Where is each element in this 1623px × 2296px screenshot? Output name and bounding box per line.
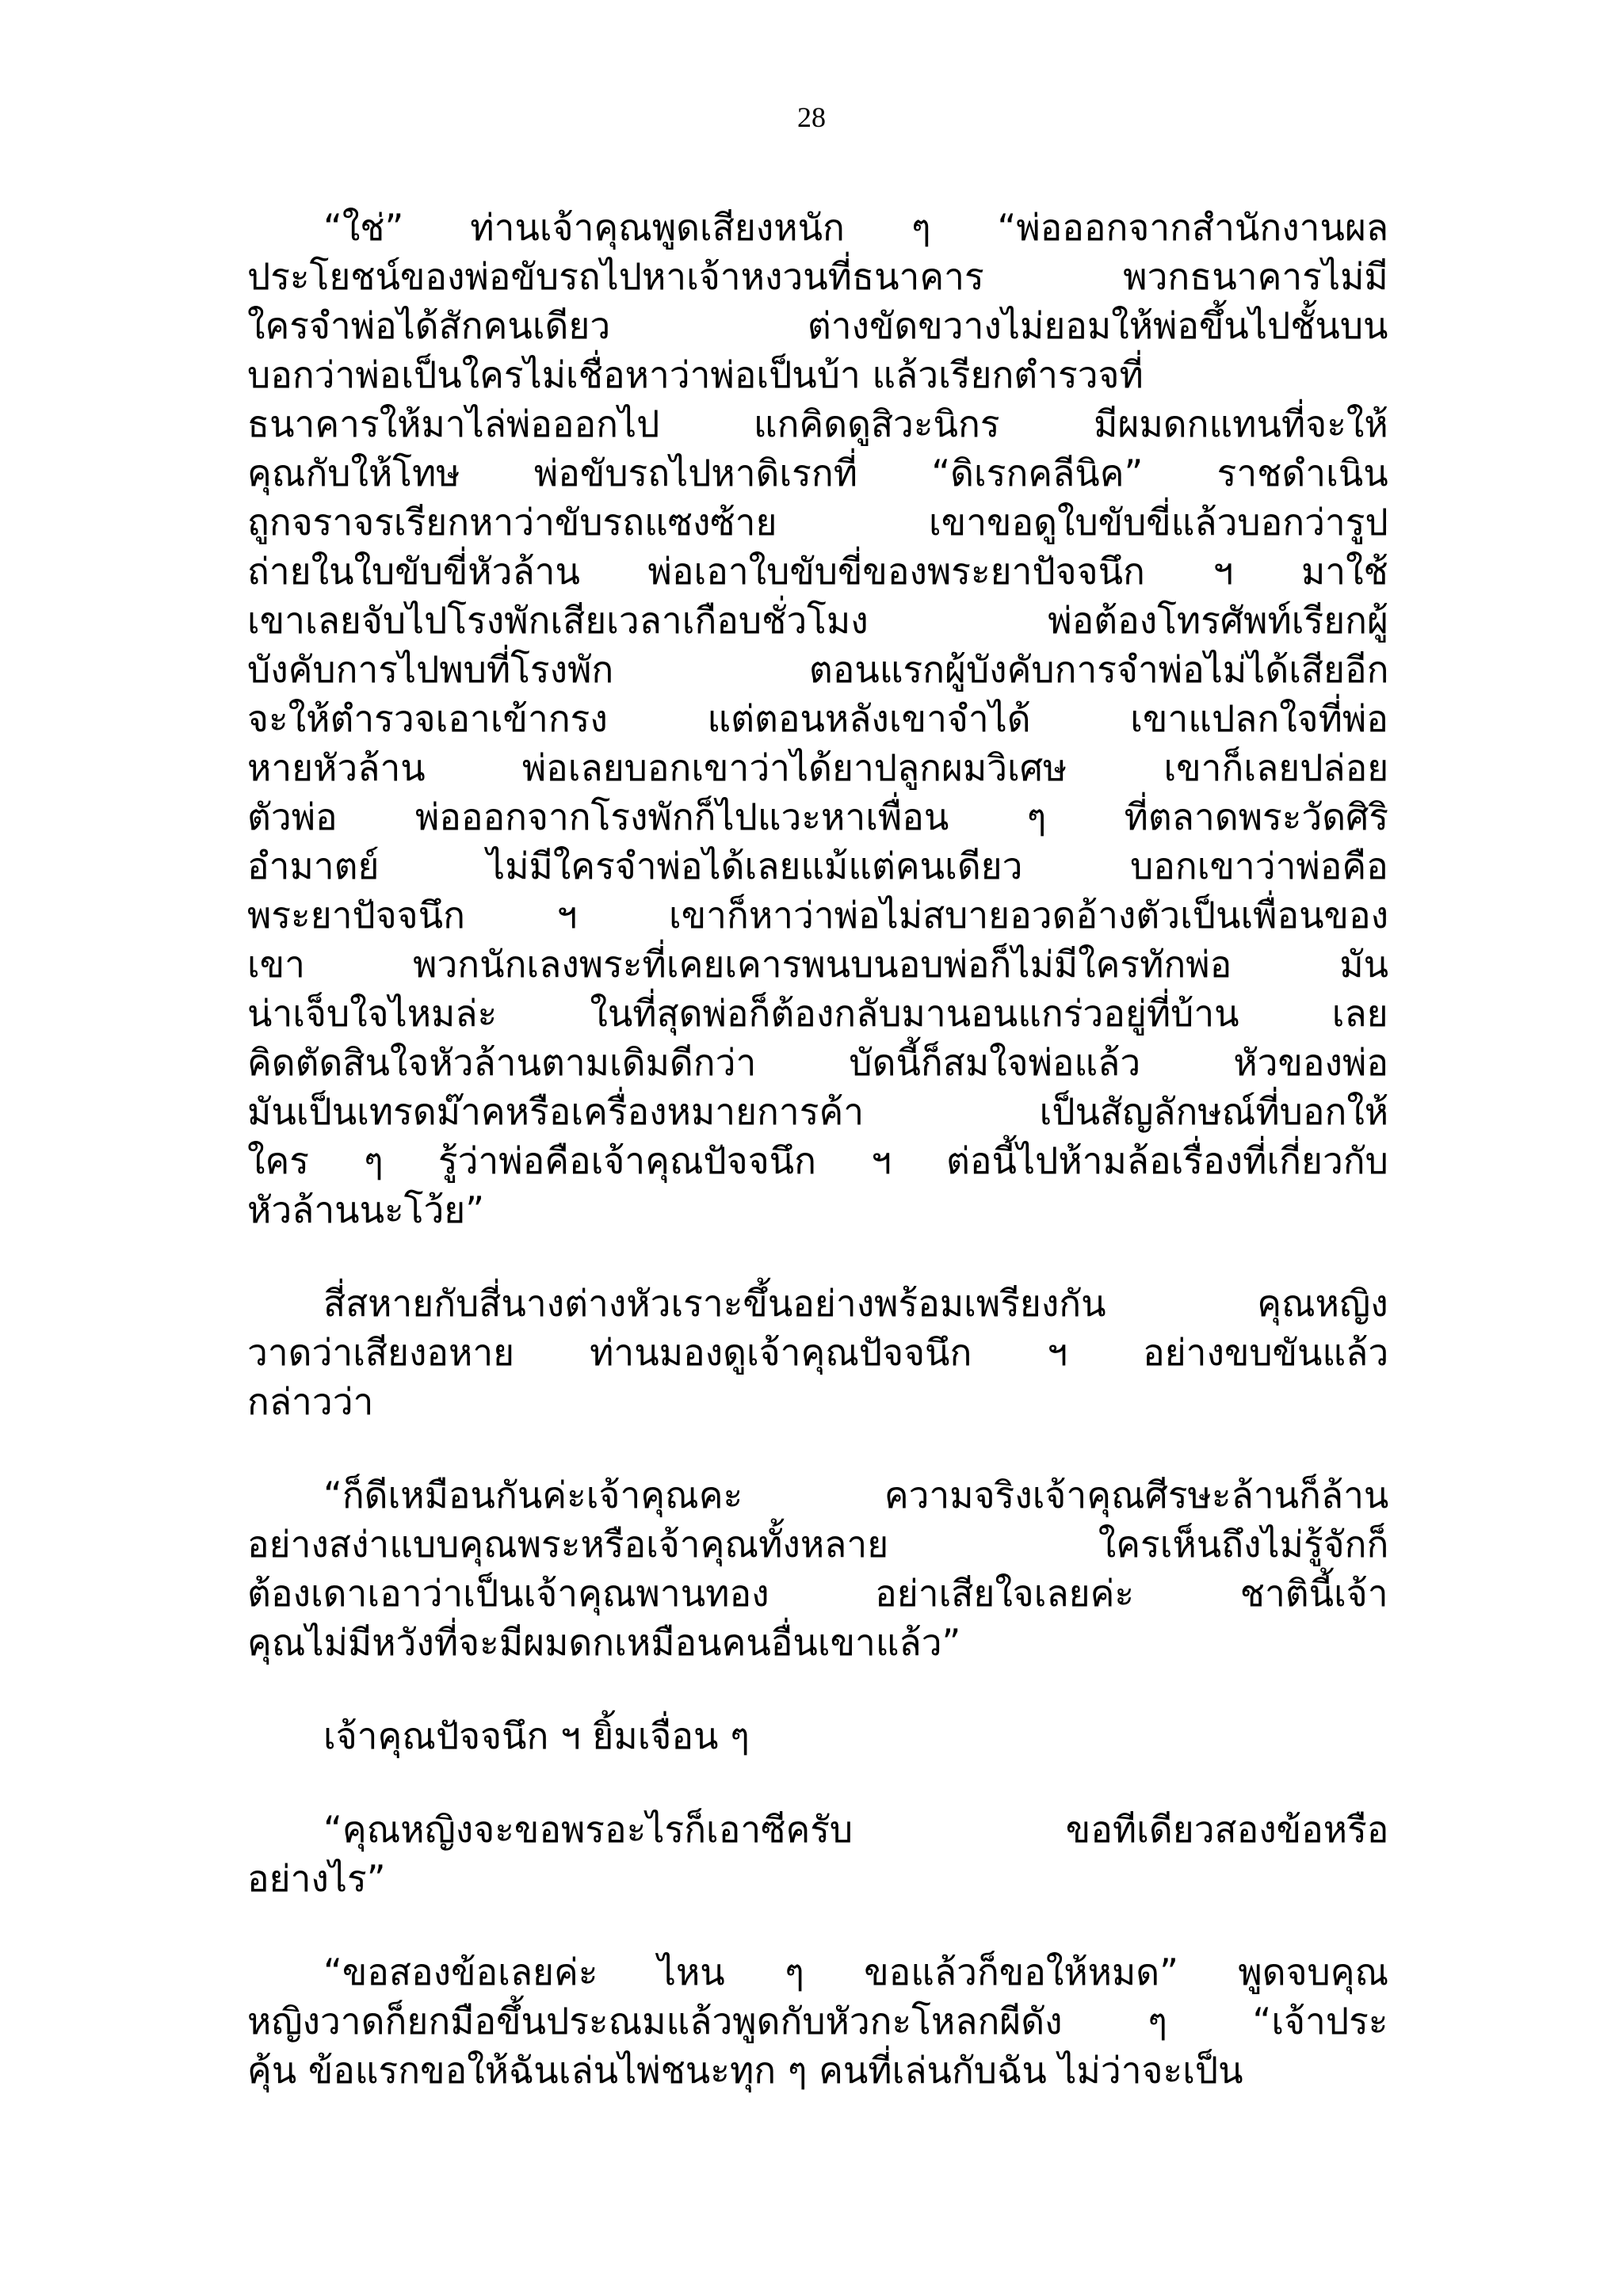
text-line: “ใช่” ท่านเจ้าคุณพูดเสียงหนัก ๆ “พ่อออกจากสำนักงานผล — [323, 206, 1389, 249]
text-line: วาดว่าเสียงอหาย ท่านมองดูเจ้าคุณปัจจนึก ฯ อย่างขบขันแล้ว — [247, 1331, 1389, 1374]
text-line: จะให้ตำรวจเอาเข้ากรง แต่ตอนหลังเขาจำได้ เขาแปลกใจที่พ่อ — [247, 697, 1388, 740]
text-line: คุ้น ข้อแรกขอให้ฉันเล่นไพ่ชนะทุก ๆ คนที่เล่นกับฉัน ไม่ว่าจะเป็น — [247, 2049, 1243, 2092]
text-line: อย่างสง่าแบบคุณพระหรือเจ้าคุณทั้งหลาย ใครเห็นถึงไม่รู้จักก็ — [247, 1523, 1389, 1566]
text-line: ถูกจราจรเรียกหาว่าขับรถแซงซ้าย เขาขอดูใบขับขี่แล้วบอกว่ารูป — [247, 501, 1388, 543]
text-line: คุณไม่มีหวังที่จะมีผมดกเหมือนคนอื่นเขาแล้ว” — [247, 1621, 961, 1664]
text-line: กล่าวว่า — [247, 1380, 374, 1423]
text-line: ตัวพ่อ พ่อออกจากโรงพักก็ไปแวะหาเพื่อน ๆ ที่ตลาดพระวัดศิริ — [247, 795, 1389, 838]
text-line: บอกว่าพ่อเป็นใครไม่เชื่อหาว่าพ่อเป็นบ้า แล้วเรียกตำรวจที่ — [247, 353, 1144, 396]
text-line: “ขอสองข้อเลยค่ะ ไหน ๆ ขอแล้วก็ขอให้หมด” พูดจบคุณ — [323, 1951, 1389, 1993]
text-line: มันเป็นเทรดม๊าคหรือเครื่องหมายการค้า เป็นสัญลักษณ์ที่บอกให้ — [247, 1090, 1389, 1133]
text-line: เขาเลยจับไปโรงพักเสียเวลาเกือบชั่วโมง พ่อต้องโทรศัพท์เรียกผู้ — [247, 599, 1388, 642]
text-line: พระยาปัจจนึก ฯ เขาก็หาว่าพ่อไม่สบายอวดอ้างตัวเป็นเพื่อนของ — [247, 894, 1389, 936]
text-line: คุณกับให้โทษ พ่อขับรถไปหาดิเรกที่ “ดิเรกคลีนิค” ราชดำเนิน — [247, 452, 1388, 494]
text-line: คิดตัดสินใจหัวล้านตามเดิมดีกว่า บัดนี้ก็สมใจพ่อแล้ว หัวของพ่อ — [247, 1041, 1388, 1084]
text-line: น่าเจ็บใจไหมล่ะ ในที่สุดพ่อก็ต้องกลับมานอนแกร่วอยู่ที่บ้าน เลย — [247, 992, 1388, 1035]
text-line: หายหัวล้าน พ่อเลยบอกเขาว่าได้ยาปลูกผมวิเศษ เขาก็เลยปล่อย — [247, 746, 1389, 789]
text-line: อย่างไร” — [247, 1857, 386, 1900]
text-line: ธนาคารให้มาไล่พ่อออกไป แกคิดดูสิวะนิกร มีผมดกแทนที่จะให้ — [247, 402, 1388, 445]
text-line: เขา พวกนักเลงพระที่เคยเคารพนบนอบพ่อก็ไม่มีใครทักพ่อ มัน — [247, 943, 1389, 986]
text-line: อำมาตย์ ไม่มีใครจำพ่อได้เลยแม้แต่คนเดียว บอกเขาว่าพ่อคือ — [247, 845, 1388, 887]
paragraph — [247, 1470, 1388, 1667]
page-number: 28 — [797, 101, 826, 133]
text-line: “คุณหญิงจะขอพรอะไรก็เอาซีครับ ขอทีเดียวสองข้อหรือ — [323, 1808, 1389, 1851]
text-line: ประโยชน์ของพ่อขับรถไปหาเจ้าหงวนที่ธนาคาร พวกธนาคารไม่มี — [247, 255, 1388, 298]
text-line: เจ้าคุณปัจจนึก ฯ ยิ้มเจื่อน ๆ — [323, 1714, 750, 1757]
text-line: ใคร ๆ รู้ว่าพ่อคือเจ้าคุณปัจจนึก ฯ ต่อนี้ไปห้ามล้อเรื่องที่เกี่ยวกับ — [247, 1139, 1388, 1182]
paragraph — [247, 1947, 1388, 2095]
text-line: หญิงวาดก็ยกมือขึ้นประณมแล้วพูดกับหัวกะโหลกผีดัง ๆ “เจ้าประ — [247, 2000, 1388, 2042]
text-line: ถ่ายในใบขับขี่หัวล้าน พ่อเอาใบขับขี่ของพระยาปัจจนึก ฯ มาใช้ — [247, 550, 1388, 593]
text-line: ใครจำพ่อได้สักคนเดียว ต่างขัดขวางไม่ยอมให้พ่อขึ้นไปชั้นบน — [247, 304, 1388, 347]
text-line: ต้องเดาเอาว่าเป็นเจ้าคุณพานทอง อย่าเสียใจเลยค่ะ ชาตินี้เจ้า — [247, 1572, 1388, 1615]
paragraph — [247, 1805, 1388, 1903]
text-line: “ก็ดีเหมือนกันค่ะเจ้าคุณคะ ความจริงเจ้าคุณศีรษะล้านก็ล้าน — [323, 1474, 1389, 1516]
paragraph — [247, 1279, 1388, 1426]
text-line: หัวล้านนะโว้ย” — [247, 1188, 485, 1231]
body-text — [247, 203, 1388, 2139]
text-line: สี่สหายกับสี่นางต่างหัวเราะขึ้นอย่างพร้อมเพรียงกัน คุณหญิง — [323, 1282, 1388, 1325]
text-line: บังคับการไปพบที่โรงพัก ตอนแรกผู้บังคับการจำพ่อไม่ได้เสียอีก — [247, 648, 1389, 691]
paragraph — [247, 203, 1388, 1234]
paragraph — [247, 1711, 1388, 1760]
